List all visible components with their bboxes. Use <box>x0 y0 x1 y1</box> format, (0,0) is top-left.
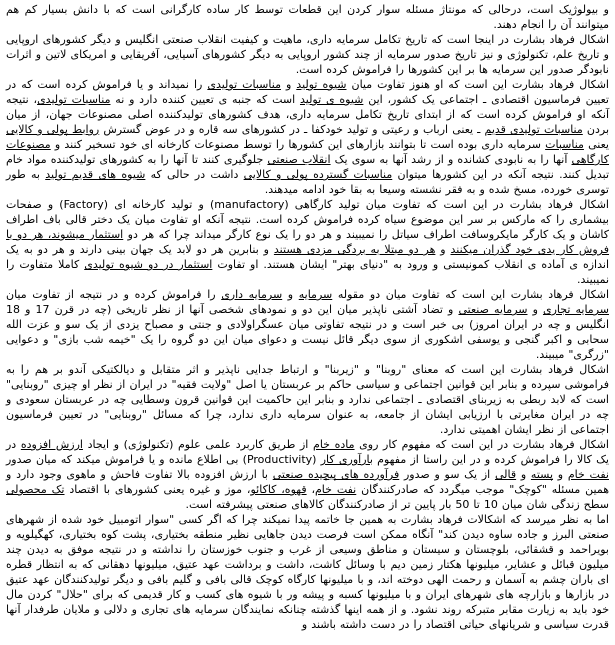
paragraph-productivity <box>6 437 609 512</box>
underlined-phrase: ماده خام <box>313 438 355 451</box>
text-segment: سرمایه داری بوده است تا بتوانند بازارهای این کشورها را توسط مصنوعات کارخانه ای خود تسخیر کنند و <box>50 138 546 151</box>
paragraph-capital-vs-capitalism <box>6 287 609 362</box>
text-segment: از طریق کاربرد علمی علوم (تکنولوژی) و ایجاد <box>82 438 314 451</box>
text-segment: ، <box>306 483 315 496</box>
text-segment: است که جنبه ی تعیین کننده دارد و نه <box>110 93 300 106</box>
underlined-phrase: فرآورده های پیچیده صنعتی <box>272 468 400 481</box>
text-segment: و <box>282 288 299 301</box>
text-segment: ، نتیجه آنکه او فراموش کرده است که از ابتدای تاریخ تکامل سرمایه داری، هدف کشورهای تولیدکننده اصلی مصنوعات جهان، از میان بردن <box>6 93 610 136</box>
text-segment: و بنابرین هر دو لابد یک جهان بینی دارند و هر دو به یک اندازه ی آماده ی انقلاب کمونیستی و ورود به "دنیای بهتر" ایشان هستند. او تفاوت <box>6 243 609 271</box>
underlined-phrase: مناسبات گسترده پولی و کالایی <box>243 168 393 181</box>
underlined-phrase: مصنوعات کارگاهی <box>6 138 609 166</box>
paragraph-manufactory-vs-factory <box>6 197 609 287</box>
underlined-phrase: استثمار در دو شیوه تولیدی <box>84 258 213 271</box>
underlined-phrase: مناسبات تولیدی <box>37 93 111 106</box>
underlined-phrase: نفت خام <box>567 468 609 481</box>
underlined-phrase: شیوه تولید <box>296 78 347 91</box>
underlined-phrase: مناسبات تولیدی قدیم <box>484 123 583 136</box>
underlined-phrase: روابط پولی و کالایی <box>6 123 100 136</box>
text-segment: و <box>516 468 531 481</box>
text-segment: را فراموش کرده و در نتیجه از تفاوت میان <box>6 288 222 301</box>
text-segment: و <box>553 468 568 481</box>
underlined-phrase: سرمایه تجاری <box>542 303 609 316</box>
underlined-phrase: تک محصولی <box>6 483 65 496</box>
text-segment: ـ یعنی ارباب و رعیتی و تولید خودکفا ـ در کشورهای سه قاره و در عوض گسترش <box>99 123 485 136</box>
paragraph-history-of-capitalism <box>6 32 609 77</box>
text-segment: کاملا متفاوت را نمیبیند. <box>6 258 609 286</box>
text-segment: اشکال فرهاد بشارت در اینجا است که تاریخ تکامل سرمایه داری، ماهیت و کیفیت انقلاب صنعتی انگلیس و دیگر کشورهای اروپایی و تاریخ علم، تکنولوژی و نیز تاریخ صدور سرمایه از چند کشور اروپایی به دیگر کشورهای آسیایی، آفریقایی و امریکای لاتین و اثرات نابودگر صدور این سرمایه ها بر این کشورها را فراموش کرده است. <box>6 33 609 76</box>
text-segment: اشکال فرهاد بشارت در این است که مفهوم کار روی <box>354 438 609 451</box>
text-segment: یعنی <box>583 138 609 151</box>
text-segment: با ارزش افزوده بالا تفاوت فاحش و ماهوی وجود دارد و همین مسئله "کوچک" موجب میگردد که صادرکنندگان <box>6 468 610 496</box>
underlined-phrase: پسته <box>530 468 554 481</box>
text-segment: اما به نظر میرسد که اشکالات فرهاد بشارت به همین جا خاتمه پیدا نمیکند چرا که اگر کسی "سوار اتومبیل خود شده از شهرهای صنعتی البرز و جاده ساوه دیدن کند" آنگاه ممکن است فرصت دیدن جاهایی نظیر منطقه بختیاری، پشت کوه بختیاری، کهگیلویه و بویراحمد و قشقائی، بلوچستان و سیستان و مناطق وسیعی از غرب و جنوب خوزستان را نداشته و در نتیجه موفق به دیدن چند میلیون قبائل و عشایر، میلیونها هکتار زمین دیم با وسائل کاشت، داشت و برداشت عهد عتیق، میلیونها دهقانی که به انتظار قطره ای باران چشم به آسمان و رحمت الهی دوخته اند، و با میلیونها کارگاه کوچک قالی بافی و گلیم بافی و دیگر تولیدکنندگان عهد عتیق در بازارها و بازارچه های شهرهای ایران و با میلیونها کسبه و پیشه ور با شیوه های کسب و کار قدیمی که برای "حلال" کردن مال خود باید به زیارت مقابر متبرکه روند نشود. و از همه اینها گذشته چنانکه نمایندگان سرمایه های تجاری و دلالی و ملایان طرفدار آنها قدرت سیاسی و شریانهای حیاتی اقتصاد را در دست داشته باشند و <box>6 513 609 631</box>
text-segment: به طور توسری خورده، مسخ شده و به فقر نشسته وسیعا به بقا خود ادامه میدهند. <box>6 168 609 196</box>
text-segment: و تضاد آشتی ناپذیر میان این دو و نمودهای شخصی آنها از نظر تاریخی (چه در قرن 17 و 18 انگلیس و چه در ایران امروز) بی خبر است و در نتیجه تفاوتی میان عسگراولادی و جنتی و مصباح یزدی از یک سو و عزت الله سحابی و اکبر گنجی و یوسفی اشکوری از سوی دیگر قائل نیست و دعوای میان این دو گروه را یک "خیمه شب بازی" و دعوایی "زرگری" میبیند. <box>6 303 609 361</box>
text-segment: (Productivity) بی اطلاع مانده و یا فراموش میکند که میان صدور <box>6 453 321 466</box>
paragraph-mode-vs-relations-of-production <box>6 77 609 197</box>
underlined-phrase: استثمار میشوند، هر دو با فروش کار یدی خود گذران میکنند <box>6 228 610 256</box>
underlined-phrase: نفت خام <box>315 483 357 496</box>
text-segment: و <box>435 243 451 256</box>
text-segment: ، موز و غیره یعنی کشورهای با اقتصاد <box>64 483 251 496</box>
underlined-phrase: شیوه های قدیم تولید <box>45 168 146 181</box>
paragraph-conclusion-cutoff <box>6 512 609 632</box>
paragraph-fragment-top <box>6 2 609 32</box>
text-segment: را نمیداند و یا فراموش کرده است که در تعیین فرماسیون اقتصادی ـ اجتماعی یک کشور، این <box>6 78 609 106</box>
text-segment: در یک کالا را فراموش کرده و در این راستا از مفهوم <box>6 438 609 466</box>
underlined-phrase: سرمایه صنعتی <box>458 303 528 316</box>
underlined-phrase: ارزش افزوده <box>20 438 83 451</box>
text-segment: اشکال فرهاد بشارت این است که معنای "روبنا" و "زیربنا" و ارتباط جدایی ناپذیر و اثر متقابل و دیالکتیکی آندو بر هم را به فراموشی سپرده و بنابر این قوانین اجتماعی و سیاسی حاکم بر عربستان یا اصل "ولایت فقیه" در ایران از نظر او چیزی "روبنایی" است که لابد ربطی به زیربنای اقتصادی ـ اجتماعی ندارد و بنابر این حاکمیت این قوانین قرون وسطایی چه در عربستان سعودی و چه در ایران مغایرتی با ارزیابی ایشان از جامعه، به عنوان سرمایه داری ندارد، چرا که مسائل "روبنایی" در تعیین فرماسیون اجتماعی از نظر ایشان اهمیتی ندارد. <box>6 363 609 436</box>
text-segment: جلوگیری کنند تا آنها را به کشورهای تولیدکننده مواد خام تبدیل کنند. نتیجه آنکه در این کشورها میتوان <box>6 153 610 181</box>
text-segment: اشکال فرهاد بشارت این است که او هنوز تفاوت میان <box>346 78 609 91</box>
text-segment: و بیولوژیک است، درحالی که مونتاژ مسئله سوار کردن این قطعات توسط کار ساده کارگرانی است که با دانش بسیار کم هم میتوانند آن را انجام دهند. <box>6 3 609 31</box>
underlined-phrase: مناسبات تولیدی <box>207 78 281 91</box>
text-segment: و <box>527 303 543 316</box>
underlined-phrase: انقلاب صنعتی <box>267 153 331 166</box>
text-segment: اشکال فرهاد بشارت در این است که تفاوت میان تولید کارگاهی (manufactory) و تولید کارخانه ای (Factory) و صفحات بیشماری را که مارکس بر سر این موضوع سیاه کرده فراموش کرده است. نتیجه آنکه او تفاوت میان یک دختر قالی باف اطراف کاشان و یک کارگر مایکروسافت اطراف سیاتل را نمیبیند و هر دو را یک نوع کارگر میداند چرا که هر دو <box>6 198 609 241</box>
underlined-phrase: بارآوری کار <box>320 453 373 466</box>
text-segment: از یک سو و صدور <box>399 468 495 481</box>
underlined-phrase: سرمایه داری <box>221 288 283 301</box>
text-segment: آنها را به نابودی کشانده و از رشد آنها به سوی یک <box>330 153 572 166</box>
underlined-phrase: قهوه، کاکائو <box>250 483 307 496</box>
underlined-phrase: هر دو مبتلا به بردگی مزدی هستند <box>273 243 436 256</box>
text-segment: سطح زندگی شان میان 10 تا 50 بار پایین تر از صادرکنندگان کالاهای صنعتی پیشرفته است. <box>185 498 609 511</box>
text-segment: اشکال فرهاد بشارت این است که تفاوت میان دو مقوله <box>332 288 609 301</box>
underlined-phrase: قالی <box>494 468 517 481</box>
underlined-phrase: مناسبات <box>545 138 584 151</box>
text-segment: و <box>280 78 297 91</box>
underlined-phrase: شیوه ی تولید <box>299 93 364 106</box>
underlined-phrase: سرمایه <box>298 288 333 301</box>
paragraph-base-and-superstructure <box>6 362 609 437</box>
text-segment: داشت در حالی که <box>145 168 244 181</box>
